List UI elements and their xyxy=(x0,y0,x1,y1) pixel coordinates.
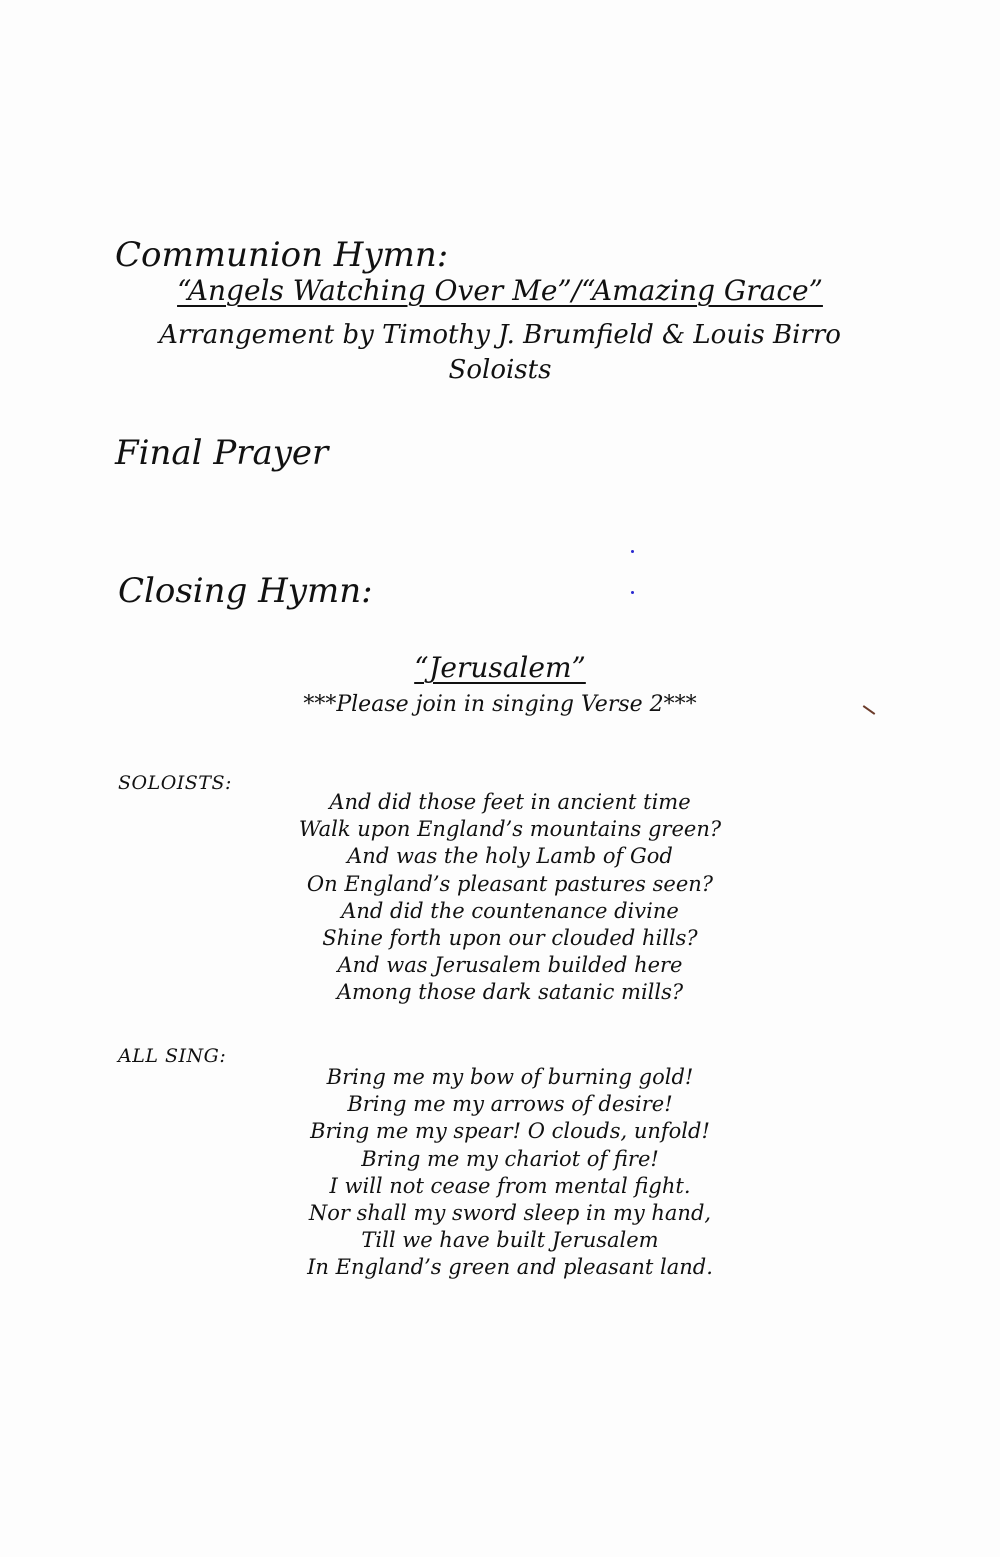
ink-speck xyxy=(631,591,634,594)
all-sing-verse xyxy=(290,1064,730,1282)
verse-line: Bring me my spear! O clouds, unfold! xyxy=(310,1119,710,1144)
verse-line: Walk upon England’s mountains green? xyxy=(298,817,722,842)
communion-hymn-heading: Communion Hymn: xyxy=(115,235,449,275)
ink-speck xyxy=(631,550,634,553)
verse-line: Bring me my arrows of desire! xyxy=(347,1092,673,1117)
verse-line: Bring me my bow of burning gold! xyxy=(326,1065,694,1089)
closing-hymn-instruction: ***Please join in singing Verse 2*** xyxy=(303,692,697,717)
verse-line: Among those dark satanic mills? xyxy=(336,980,684,1005)
verse-line: And was the holy Lamb of God xyxy=(347,844,673,869)
verse-line: In England’s green and pleasant land. xyxy=(307,1255,713,1280)
verse-line: On England’s pleasant pastures seen? xyxy=(306,871,714,896)
communion-arrangement: Arrangement by Timothy J. Brumfield & Louis Birro xyxy=(159,320,841,350)
verse-line: And was Jerusalem builded here xyxy=(337,953,683,978)
communion-hymn-title-text: “Angels Watching Over Me”/“Amazing Grace” xyxy=(177,274,823,307)
closing-hymn-heading: Closing Hymn: xyxy=(118,571,373,611)
soloists-verse xyxy=(290,789,730,1007)
verse-line: Nor shall my sword sleep in my hand, xyxy=(308,1201,712,1226)
verse-line: Shine forth upon our clouded hills? xyxy=(322,926,698,951)
closing-hymn-title-text: “Jerusalem” xyxy=(414,651,586,684)
verse-line: I will not cease from mental fight. xyxy=(329,1173,691,1198)
verse-line: Till we have built Jerusalem xyxy=(361,1228,659,1253)
final-prayer-heading: Final Prayer xyxy=(115,433,329,473)
verse-line: And did those feet in ancient time xyxy=(329,790,691,814)
communion-performers: Soloists xyxy=(448,355,552,385)
all-sing-label: ALL SING: xyxy=(118,1045,227,1067)
verse-line: Bring me my chariot of fire! xyxy=(361,1146,659,1171)
verse-line: And did the countenance divine xyxy=(341,898,679,923)
soloists-label: SOLOISTS: xyxy=(118,772,232,794)
closing-hymn-title xyxy=(0,651,1000,684)
communion-hymn-title xyxy=(0,274,1000,307)
